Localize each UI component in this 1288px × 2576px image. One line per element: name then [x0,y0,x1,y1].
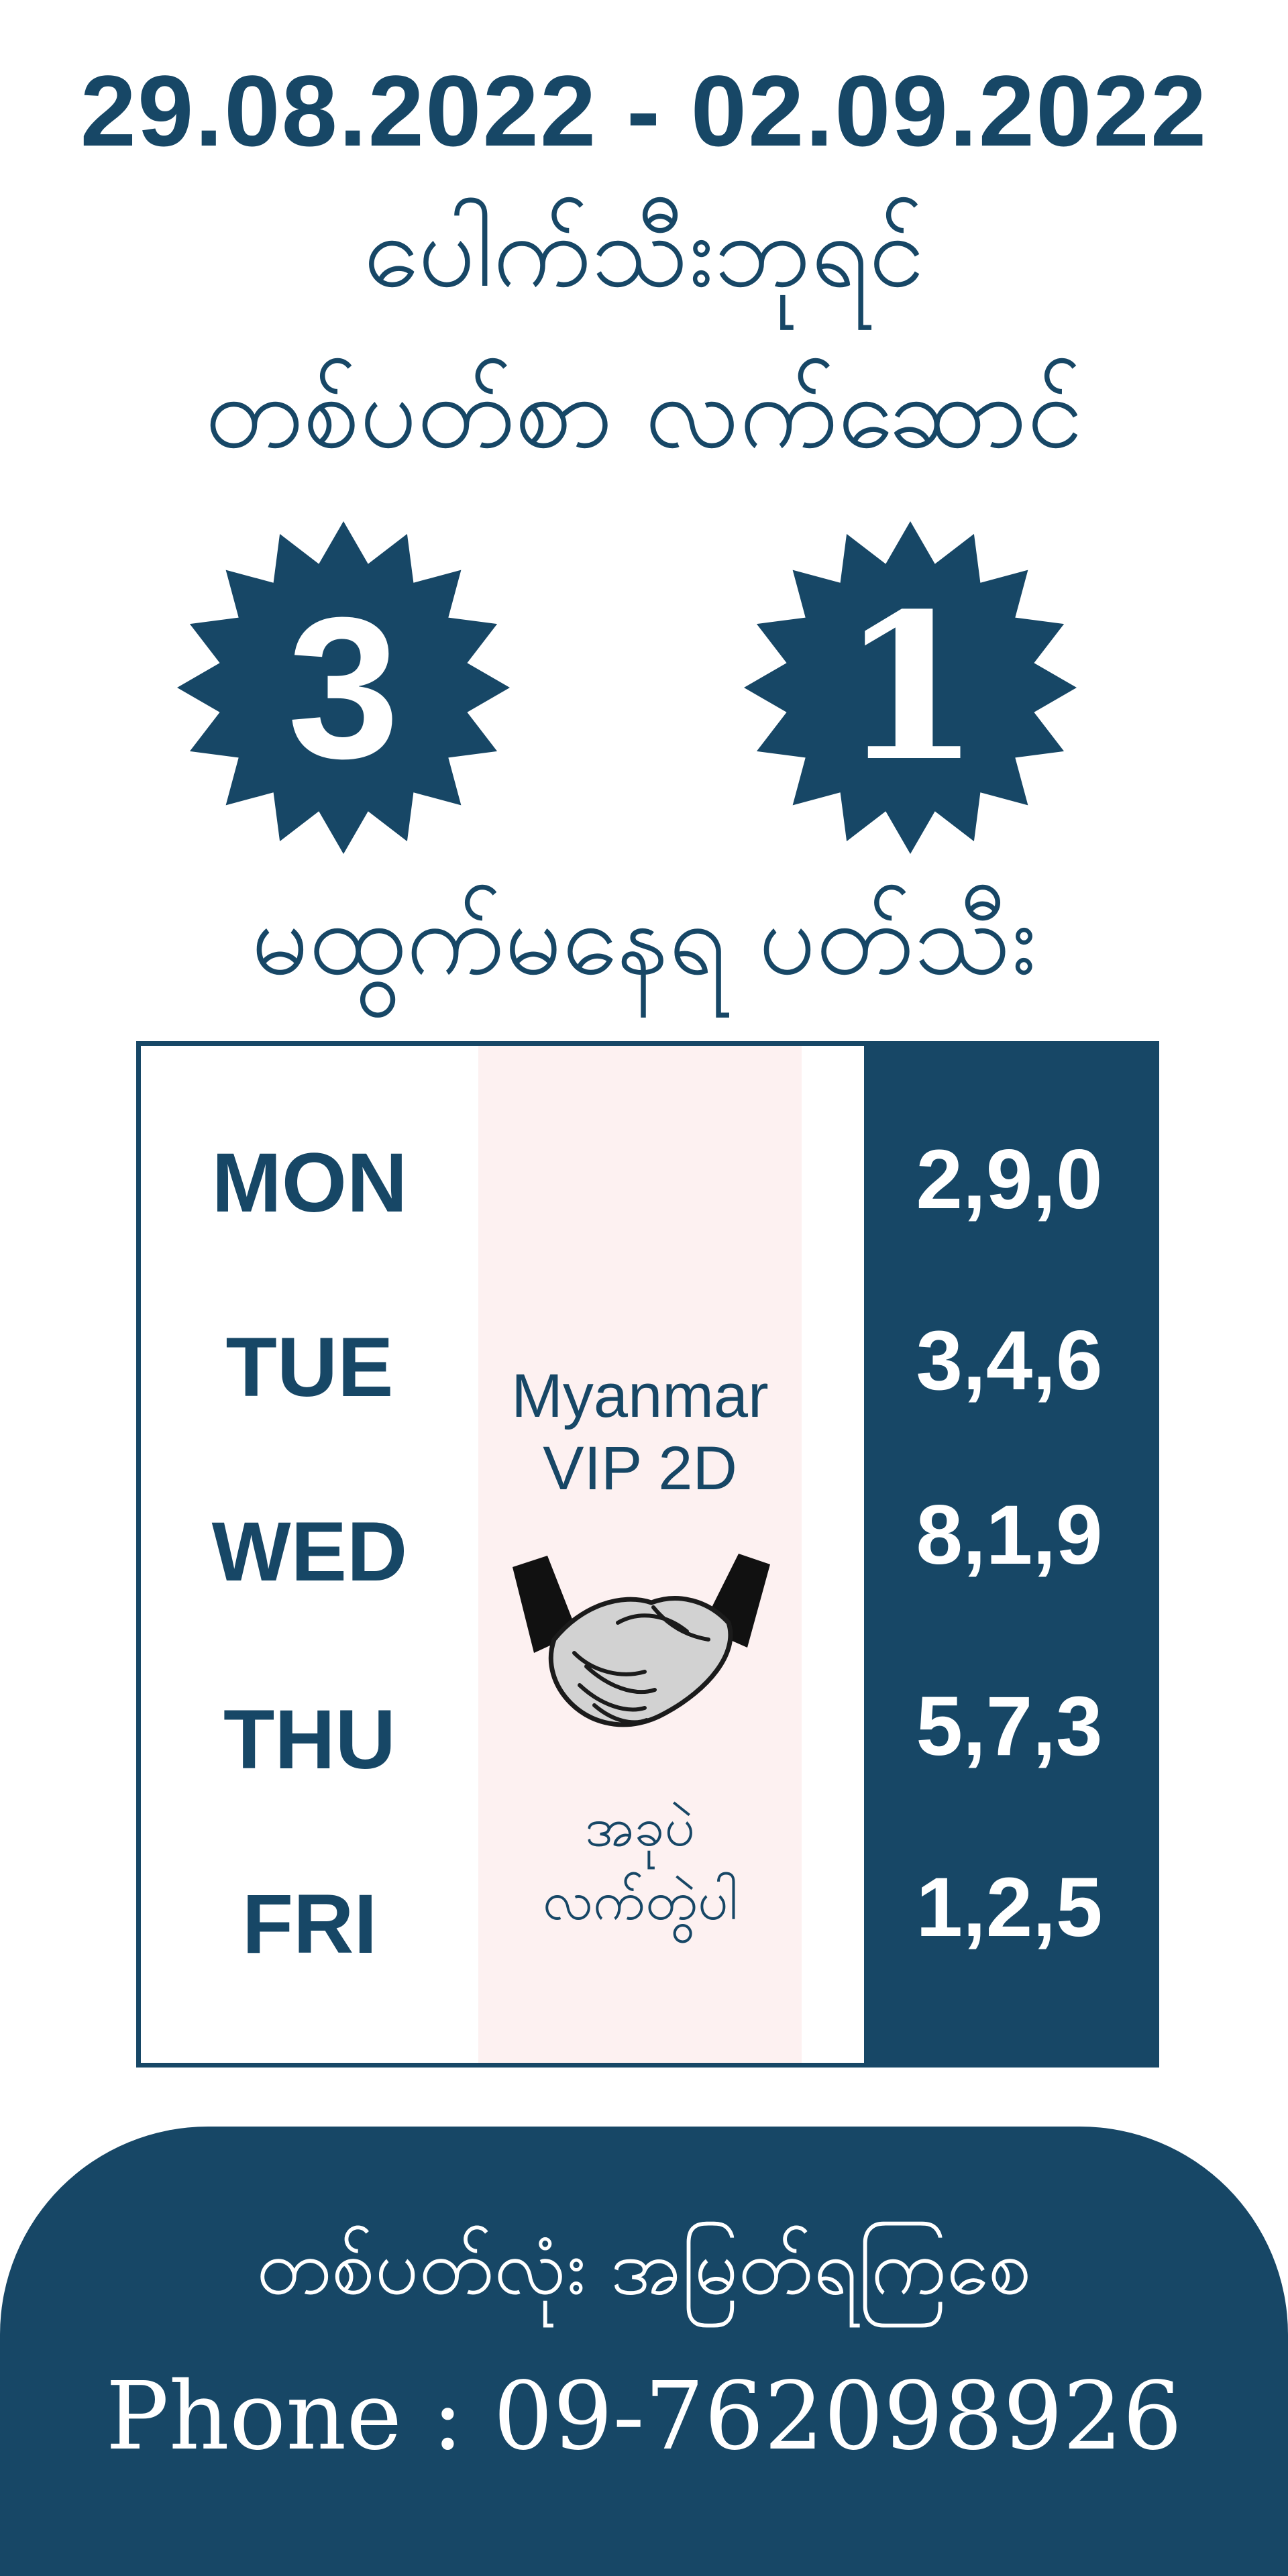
badge-digit-left: 3 [287,575,400,800]
day-label: TUE [225,1321,394,1414]
badge-right [743,520,1078,855]
day-numbers: 3,4,6 [916,1314,1103,1407]
brand-line-2: VIP 2D [543,1434,737,1503]
day-label: FRI [241,1878,378,1971]
brand-line-1: Myanmar [511,1362,769,1430]
day-numbers: 2,9,0 [916,1133,1103,1226]
phone-label: Phone : [105,2362,494,2471]
headline-line-2: တစ်ပတ်စာ လက်ဆောင် [205,354,1083,471]
handshake-icon [507,1552,775,1754]
subheadline: မထွက်မနေရ ပတ်သီး [251,881,1037,998]
date-range: 29.08.2022 - 02.09.2022 [80,54,1208,167]
greeting-line-1: အခုပဲ [584,1796,696,1858]
day-numbers: 5,7,3 [916,1680,1103,1773]
badge-digit-right: 1 [840,569,981,806]
footer [0,2127,1288,2576]
greeting-line-2: လက်တွဲပါ [542,1870,738,1932]
phone-contact [0,2357,1288,2477]
day-numbers: 1,2,5 [916,1861,1103,1954]
footer-tagline: တစ်ပတ်လုံး အမြတ်ရကြစေ [256,2222,1032,2312]
day-label: MON [211,1136,408,1230]
day-numbers: 8,1,9 [916,1489,1103,1582]
day-label: WED [211,1505,408,1599]
badge-left [176,520,511,855]
day-label: THU [223,1693,396,1786]
schedule-table [136,1041,1159,2068]
headline-line-1: ပေါက်သီးဘုရင် [363,193,925,310]
phone-number: 09-762098926 [493,2362,1183,2471]
